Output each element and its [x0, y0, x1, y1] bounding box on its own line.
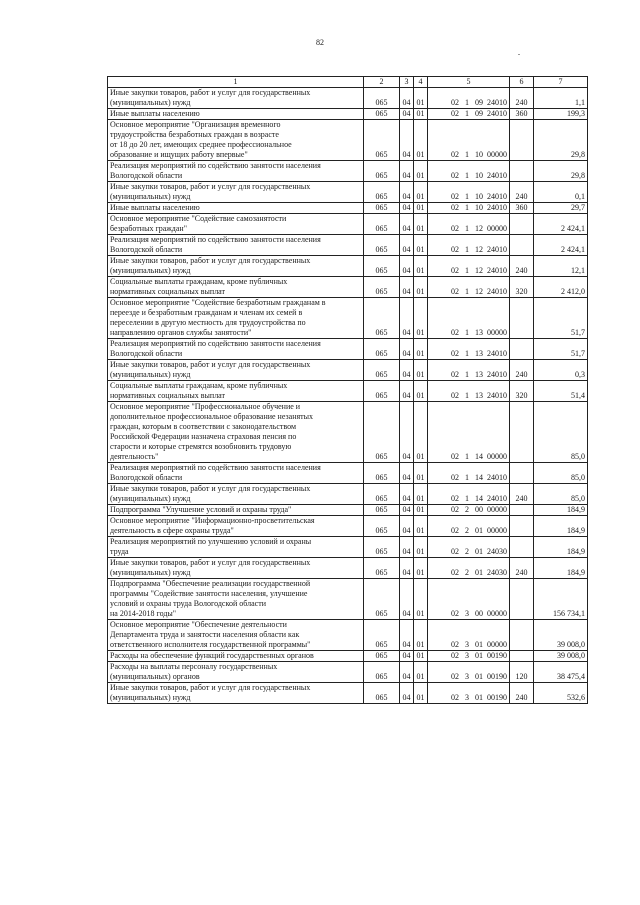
header-name: 1: [108, 77, 364, 88]
row-subsection-code: 01: [414, 381, 428, 402]
row-amount: 38 475,4: [534, 662, 588, 683]
table-row: [108, 662, 588, 683]
row-target-item-code: 02 1 12 24010: [428, 235, 510, 256]
row-subsection-code: 01: [414, 463, 428, 484]
row-section-code: 04: [400, 298, 414, 339]
row-section-code: 04: [400, 537, 414, 558]
row-target-item-code: 02 1 13 00000: [428, 298, 510, 339]
row-section-code: 04: [400, 203, 414, 214]
row-target-item-code: 02 1 10 24010: [428, 161, 510, 182]
row-section-code: 04: [400, 620, 414, 651]
row-name-line: (муниципальных) нужд: [110, 266, 191, 275]
header-amount: 7: [534, 77, 588, 88]
row-expense-type-code: [510, 120, 534, 161]
row-name-line: граждан, которым в соответствии с законодательством: [110, 422, 297, 431]
row-section-code: 04: [400, 120, 414, 161]
row-department-code: 065: [364, 402, 400, 463]
row-target-item-code: 02 1 10 24010: [428, 203, 510, 214]
row-name-line: Подпрограмма "Улучшение условий и охраны труда": [110, 505, 292, 514]
row-name-line: направлению органов службы занятости": [110, 328, 252, 337]
row-name: [108, 579, 364, 620]
row-department-code: 065: [364, 651, 400, 662]
table-row: [108, 88, 588, 109]
row-section-code: 04: [400, 662, 414, 683]
table-row: [108, 360, 588, 381]
row-expense-type-code: [510, 235, 534, 256]
row-amount: 29,8: [534, 161, 588, 182]
row-name: [108, 88, 364, 109]
row-expense-type-code: [510, 620, 534, 651]
row-expense-type-code: 240: [510, 558, 534, 579]
row-name-line: безработных граждан": [110, 224, 187, 233]
row-expense-type-code: 120: [510, 662, 534, 683]
row-name: [108, 203, 364, 214]
row-name-line: Вологодской области: [110, 171, 183, 180]
row-section-code: 04: [400, 484, 414, 505]
row-amount: 51,4: [534, 381, 588, 402]
row-name: [108, 256, 364, 277]
table-row: [108, 161, 588, 182]
row-name: [108, 381, 364, 402]
row-name: [108, 505, 364, 516]
row-subsection-code: 01: [414, 298, 428, 339]
row-expense-type-code: [510, 505, 534, 516]
row-name-line: дополнительное профессиональное образование незанятых: [110, 412, 314, 421]
row-name-line: Иные закупки товаров, работ и услуг для государственных: [110, 558, 311, 567]
row-name: [108, 161, 364, 182]
row-name-line: (муниципальных) нужд: [110, 693, 191, 702]
row-expense-type-code: [510, 214, 534, 235]
row-name-line: Основное мероприятие "Информационно-просветительская: [110, 516, 315, 525]
row-department-code: 065: [364, 182, 400, 203]
table-row: [108, 505, 588, 516]
table-row: [108, 182, 588, 203]
row-target-item-code: 02 3 01 00000: [428, 620, 510, 651]
row-name-line: Иные закупки товаров, работ и услуг для государственных: [110, 182, 311, 191]
row-name: [108, 683, 364, 704]
row-name-line: Реализация мероприятий по улучшению условий и охраны: [110, 537, 312, 546]
row-department-code: 065: [364, 339, 400, 360]
row-target-item-code: 02 1 09 24010: [428, 88, 510, 109]
page-number: 82: [316, 38, 324, 47]
row-section-code: 04: [400, 516, 414, 537]
table-row: [108, 277, 588, 298]
row-name: [108, 120, 364, 161]
row-name-line: от 18 до 20 лет, имеющих среднее профессиональное: [110, 140, 292, 149]
row-amount: 199,3: [534, 109, 588, 120]
row-name-line: Основное мероприятие "Содействие самозанятости: [110, 214, 287, 223]
row-target-item-code: 02 1 12 24010: [428, 277, 510, 298]
row-target-item-code: 02 3 01 00190: [428, 683, 510, 704]
table-row: [108, 463, 588, 484]
row-target-item-code: 02 1 14 24010: [428, 463, 510, 484]
row-target-item-code: 02 1 12 24010: [428, 256, 510, 277]
scan-speck: [518, 54, 520, 55]
table-row: [108, 537, 588, 558]
row-subsection-code: 01: [414, 277, 428, 298]
row-section-code: 04: [400, 235, 414, 256]
row-subsection-code: 01: [414, 402, 428, 463]
table-row: [108, 402, 588, 463]
row-amount: 51,7: [534, 339, 588, 360]
row-name-line: деятельность": [110, 452, 159, 461]
row-name-line: Иные закупки товаров, работ и услуг для государственных: [110, 88, 311, 97]
row-subsection-code: 01: [414, 516, 428, 537]
row-department-code: 065: [364, 620, 400, 651]
row-amount: 29,7: [534, 203, 588, 214]
table-row: [108, 203, 588, 214]
row-name-line: деятельность в сфере охраны труда": [110, 526, 234, 535]
table-row: [108, 558, 588, 579]
row-name-line: Вологодской области: [110, 349, 183, 358]
row-name-line: Расходы на выплаты персоналу государственных: [110, 662, 278, 671]
row-amount: 184,9: [534, 516, 588, 537]
row-subsection-code: 01: [414, 120, 428, 161]
row-name-line: Основное мероприятие "Профессиональное обучение и: [110, 402, 301, 411]
row-name-line: программы "Содействие занятости населения, улучшение: [110, 589, 308, 598]
row-expense-type-code: 360: [510, 203, 534, 214]
row-expense-type-code: [510, 516, 534, 537]
table-row: [108, 235, 588, 256]
row-name-line: Подпрограмма "Обеспечение реализации государственной: [110, 579, 311, 588]
row-name-line: на 2014-2018 годы": [110, 609, 177, 618]
row-name-line: Иные закупки товаров, работ и услуг для государственных: [110, 484, 311, 493]
row-expense-type-code: 240: [510, 182, 534, 203]
row-section-code: 04: [400, 182, 414, 203]
row-expense-type-code: [510, 339, 534, 360]
row-amount: 532,6: [534, 683, 588, 704]
row-name-line: (муниципальных) нужд: [110, 98, 191, 107]
row-subsection-code: 01: [414, 662, 428, 683]
row-section-code: 04: [400, 109, 414, 120]
row-name: [108, 339, 364, 360]
row-amount: 2 412,0: [534, 277, 588, 298]
row-name-line: нормативных социальных выплат: [110, 287, 226, 296]
row-department-code: 065: [364, 161, 400, 182]
row-target-item-code: 02 1 14 00000: [428, 402, 510, 463]
row-expense-type-code: [510, 161, 534, 182]
row-expense-type-code: 240: [510, 484, 534, 505]
row-name: [108, 182, 364, 203]
row-name: [108, 537, 364, 558]
row-section-code: 04: [400, 683, 414, 704]
row-department-code: 065: [364, 579, 400, 620]
row-department-code: 065: [364, 463, 400, 484]
row-subsection-code: 01: [414, 161, 428, 182]
row-target-item-code: 02 2 01 24030: [428, 558, 510, 579]
row-department-code: 065: [364, 203, 400, 214]
row-name-line: (муниципальных) нужд: [110, 370, 191, 379]
row-section-code: 04: [400, 558, 414, 579]
row-department-code: 065: [364, 683, 400, 704]
row-name: [108, 298, 364, 339]
row-target-item-code: 02 3 01 00190: [428, 662, 510, 683]
row-subsection-code: 01: [414, 558, 428, 579]
row-name-line: переселении в другую местность для трудоустройства по: [110, 318, 306, 327]
row-department-code: 065: [364, 505, 400, 516]
row-department-code: 065: [364, 381, 400, 402]
row-name: [108, 662, 364, 683]
row-name: [108, 484, 364, 505]
row-name: [108, 463, 364, 484]
row-subsection-code: 01: [414, 339, 428, 360]
row-expense-type-code: [510, 579, 534, 620]
row-name-line: Иные закупки товаров, работ и услуг для государственных: [110, 256, 311, 265]
row-department-code: 065: [364, 298, 400, 339]
row-name-line: старости и которые стремятся возобновить трудовую: [110, 442, 292, 451]
row-section-code: 04: [400, 463, 414, 484]
row-name-line: (муниципальных) органов: [110, 672, 200, 681]
row-expense-type-code: 240: [510, 88, 534, 109]
row-section-code: 04: [400, 579, 414, 620]
row-expense-type-code: 320: [510, 277, 534, 298]
row-amount: 29,8: [534, 120, 588, 161]
row-expense-type-code: [510, 651, 534, 662]
row-name-line: Расходы на обеспечение функций государственных органов: [110, 651, 314, 660]
row-amount: 2 424,1: [534, 214, 588, 235]
row-name-line: нормативных социальных выплат: [110, 391, 226, 400]
row-name: [108, 360, 364, 381]
row-amount: 184,9: [534, 505, 588, 516]
row-name-line: Основное мероприятие "Содействие безработным гражданам в: [110, 298, 326, 307]
row-name-line: Департамента труда и занятости населения области как: [110, 630, 300, 639]
row-name: [108, 277, 364, 298]
row-name-line: Основное мероприятие "Обеспечение деятельности: [110, 620, 287, 629]
row-department-code: 065: [364, 537, 400, 558]
header-department: 2: [364, 77, 400, 88]
row-name: [108, 651, 364, 662]
row-department-code: 065: [364, 484, 400, 505]
table-row: [108, 516, 588, 537]
row-amount: 39 008,0: [534, 620, 588, 651]
row-amount: 0,1: [534, 182, 588, 203]
row-name-line: Российской Федерации назначена страховая пенсия по: [110, 432, 297, 441]
row-name-line: Реализация мероприятий по содействию занятости населения: [110, 161, 321, 170]
row-name-line: (муниципальных) нужд: [110, 494, 191, 503]
row-subsection-code: 01: [414, 109, 428, 120]
row-name-line: Реализация мероприятий по содействию занятости населения: [110, 339, 321, 348]
row-name-line: Социальные выплаты гражданам, кроме публичных: [110, 381, 288, 390]
table-row: [108, 484, 588, 505]
row-amount: 85,0: [534, 484, 588, 505]
row-name-line: Иные выплаты населению: [110, 203, 200, 212]
row-subsection-code: 01: [414, 182, 428, 203]
row-section-code: 04: [400, 339, 414, 360]
table-row: [108, 620, 588, 651]
row-name-line: Вологодской области: [110, 473, 183, 482]
row-target-item-code: 02 1 13 24010: [428, 360, 510, 381]
row-amount: 12,1: [534, 256, 588, 277]
row-name-line: Вологодской области: [110, 245, 183, 254]
row-department-code: 065: [364, 214, 400, 235]
row-subsection-code: 01: [414, 360, 428, 381]
row-subsection-code: 01: [414, 537, 428, 558]
row-department-code: 065: [364, 256, 400, 277]
table-row: [108, 683, 588, 704]
row-department-code: 065: [364, 120, 400, 161]
row-subsection-code: 01: [414, 683, 428, 704]
row-subsection-code: 01: [414, 620, 428, 651]
row-amount: 1,1: [534, 88, 588, 109]
row-department-code: 065: [364, 662, 400, 683]
row-amount: 156 734,1: [534, 579, 588, 620]
row-amount: 51,7: [534, 298, 588, 339]
budget-table: [107, 76, 588, 704]
row-subsection-code: 01: [414, 256, 428, 277]
row-expense-type-code: 240: [510, 683, 534, 704]
row-expense-type-code: 360: [510, 109, 534, 120]
row-target-item-code: 02 1 13 24010: [428, 381, 510, 402]
header-subsection: 4: [414, 77, 428, 88]
row-name-line: (муниципальных) нужд: [110, 192, 191, 201]
row-subsection-code: 01: [414, 88, 428, 109]
row-name: [108, 402, 364, 463]
row-target-item-code: 02 1 09 24010: [428, 109, 510, 120]
table-row: [108, 339, 588, 360]
table-row: [108, 120, 588, 161]
row-expense-type-code: 240: [510, 256, 534, 277]
row-expense-type-code: [510, 402, 534, 463]
row-section-code: 04: [400, 88, 414, 109]
row-target-item-code: 02 2 00 00000: [428, 505, 510, 516]
row-name-line: Основное мероприятие "Организация временного: [110, 120, 281, 129]
row-department-code: 065: [364, 235, 400, 256]
row-section-code: 04: [400, 161, 414, 182]
row-name: [108, 558, 364, 579]
table-row: [108, 214, 588, 235]
row-section-code: 04: [400, 360, 414, 381]
row-expense-type-code: [510, 298, 534, 339]
row-target-item-code: 02 1 10 00000: [428, 120, 510, 161]
row-department-code: 065: [364, 558, 400, 579]
row-department-code: 065: [364, 88, 400, 109]
row-expense-type-code: [510, 537, 534, 558]
row-expense-type-code: 240: [510, 360, 534, 381]
row-department-code: 065: [364, 360, 400, 381]
row-name-line: ответственного исполнителя государственной программы": [110, 640, 311, 649]
row-subsection-code: 01: [414, 651, 428, 662]
row-name: [108, 620, 364, 651]
row-section-code: 04: [400, 277, 414, 298]
row-subsection-code: 01: [414, 203, 428, 214]
row-section-code: 04: [400, 651, 414, 662]
row-name-line: (муниципальных) нужд: [110, 568, 191, 577]
row-expense-type-code: 320: [510, 381, 534, 402]
row-department-code: 065: [364, 109, 400, 120]
row-subsection-code: 01: [414, 579, 428, 620]
row-target-item-code: 02 2 01 24030: [428, 537, 510, 558]
row-section-code: 04: [400, 402, 414, 463]
row-name-line: Реализация мероприятий по содействию занятости населения: [110, 235, 321, 244]
row-target-item-code: 02 3 00 00000: [428, 579, 510, 620]
row-amount: 39 008,0: [534, 651, 588, 662]
row-name-line: условий и охраны труда Вологодской области: [110, 599, 266, 608]
row-name: [108, 235, 364, 256]
row-target-item-code: 02 1 12 00000: [428, 214, 510, 235]
table-row: [108, 109, 588, 120]
row-target-item-code: 02 1 14 24010: [428, 484, 510, 505]
header-section: 3: [400, 77, 414, 88]
row-name-line: Реализация мероприятий по содействию занятости населения: [110, 463, 321, 472]
row-section-code: 04: [400, 214, 414, 235]
row-name: [108, 109, 364, 120]
row-subsection-code: 01: [414, 214, 428, 235]
header-target-item: 5: [428, 77, 510, 88]
row-name: [108, 214, 364, 235]
row-name-line: образование и ищущих работу впервые": [110, 150, 248, 159]
table-row: [108, 381, 588, 402]
table-row: [108, 298, 588, 339]
row-subsection-code: 01: [414, 505, 428, 516]
row-name-line: Иные закупки товаров, работ и услуг для государственных: [110, 683, 311, 692]
row-amount: 2 424,1: [534, 235, 588, 256]
row-name-line: переезде и безработным гражданам и членам их семей в: [110, 308, 303, 317]
row-subsection-code: 01: [414, 484, 428, 505]
row-name: [108, 516, 364, 537]
row-target-item-code: 02 1 10 24010: [428, 182, 510, 203]
row-department-code: 065: [364, 516, 400, 537]
header-expense-type: 6: [510, 77, 534, 88]
table-row: [108, 579, 588, 620]
row-target-item-code: 02 2 01 00000: [428, 516, 510, 537]
row-target-item-code: 02 3 01 00190: [428, 651, 510, 662]
row-amount: 0,3: [534, 360, 588, 381]
row-section-code: 04: [400, 381, 414, 402]
header-row: [108, 77, 588, 88]
row-amount: 85,0: [534, 402, 588, 463]
row-name-line: Социальные выплаты гражданам, кроме публичных: [110, 277, 288, 286]
row-name-line: труда: [110, 547, 129, 556]
row-amount: 184,9: [534, 558, 588, 579]
row-name-line: трудоустройства безработных граждан в возрасте: [110, 130, 279, 139]
row-amount: 184,9: [534, 537, 588, 558]
table-row: [108, 651, 588, 662]
row-section-code: 04: [400, 256, 414, 277]
row-department-code: 065: [364, 277, 400, 298]
row-name-line: Иные закупки товаров, работ и услуг для государственных: [110, 360, 311, 369]
table-row: [108, 256, 588, 277]
row-expense-type-code: [510, 463, 534, 484]
row-subsection-code: 01: [414, 235, 428, 256]
row-name-line: Иные выплаты населению: [110, 109, 200, 118]
row-section-code: 04: [400, 505, 414, 516]
row-target-item-code: 02 1 13 24010: [428, 339, 510, 360]
row-amount: 85,0: [534, 463, 588, 484]
